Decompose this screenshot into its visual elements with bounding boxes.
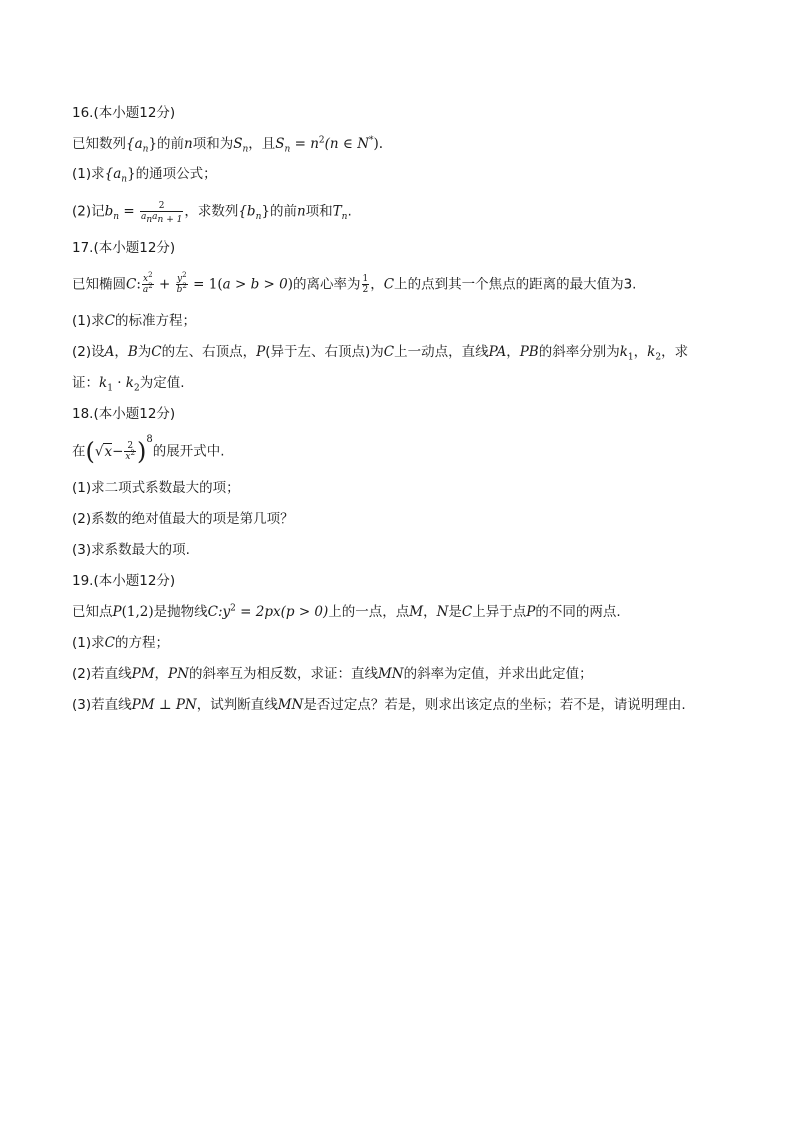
problem-18-heading: 18.(本小题12分) bbox=[72, 406, 176, 422]
problem-17-part-2-line-1: (2)设A，B为C的左、右顶点，P(异于左、右顶点)为C上一动点，直线PA，PB的斜率分别为$k_1$，$k_2$，求 bbox=[72, 344, 689, 363]
problem-17-part-2-line-2: 证：$k_1 \cdot k_2$为定值. bbox=[72, 375, 185, 394]
problem-19-stem: 已知点P(1,2)是抛物线$C:y^2 = 2px(p > 0)$上的一点，点M，N是C上异于点P的不同的两点. bbox=[72, 603, 621, 620]
problem-16-stem: 已知数列$\{a_n\}$的前n项和为$S_n$，且$S_n = n^2(n$ ∈ N*). bbox=[72, 135, 384, 155]
problem-17-heading: 17.(本小题12分) bbox=[72, 240, 176, 256]
problem-19-part-3: (3)若直线PM ⊥ PN，试判断直线MN是否过定点？若是，则求出该定点的坐标；若不是，请说明理由. bbox=[72, 697, 686, 713]
fraction-one-half: $\frac{1}{2}$ bbox=[362, 274, 369, 295]
problem-18-part-1: (1)求二项式系数最大的项； bbox=[72, 480, 240, 496]
problem-19-part-1: (1)求C的方程； bbox=[72, 635, 169, 651]
sqrt-x: √x bbox=[94, 443, 113, 460]
problem-16-part-2: (2)记$b_n$ = $\frac{2}{a_na_{n + 1}}$ ，求数列$\{b_n\}$的前n项和$T_n$. bbox=[72, 201, 352, 225]
fraction-y2-over-b2: $\frac{y^2}{b^2}$ bbox=[176, 271, 187, 295]
problem-18-part-3: (3)求系数最大的项. bbox=[72, 542, 190, 558]
problem-18-stem: 在(√x− $\frac{2}{x^2}$ )$^8$的展开式中. bbox=[72, 434, 225, 466]
fraction-2-over-an-an1: $\frac{2}{a_na_{n + 1}}$ bbox=[140, 201, 183, 225]
problem-19-heading: 19.(本小题12分) bbox=[72, 573, 176, 589]
problem-17-stem: 已知椭圆C: $\frac{x^2}{a^2}$ + $\frac{y^2}{b^2}$ = 1(a > b > 0)的离心率为 $\frac{1}{2}$ ，C上的点到其一个焦点的距离的最大值为3. bbox=[72, 271, 637, 295]
fraction-x2-over-a2: $\frac{x^2}{a^2}$ bbox=[142, 271, 153, 295]
problem-16-heading: 16.(本小题12分) bbox=[72, 105, 176, 121]
problem-17-part-1: (1)求C的标准方程； bbox=[72, 313, 196, 329]
problem-16-part-1: (1)求$\{a_n\}$的通项公式； bbox=[72, 166, 217, 185]
problem-19-part-2: (2)若直线PM，PN的斜率互为相反数，求证：直线MN的斜率为定值，并求出此定值； bbox=[72, 666, 593, 682]
fraction-2-over-x2: $\frac{2}{x^2}$ bbox=[125, 441, 135, 462]
problem-18-part-2: (2)系数的绝对值最大的项是第几项？ bbox=[72, 511, 294, 527]
